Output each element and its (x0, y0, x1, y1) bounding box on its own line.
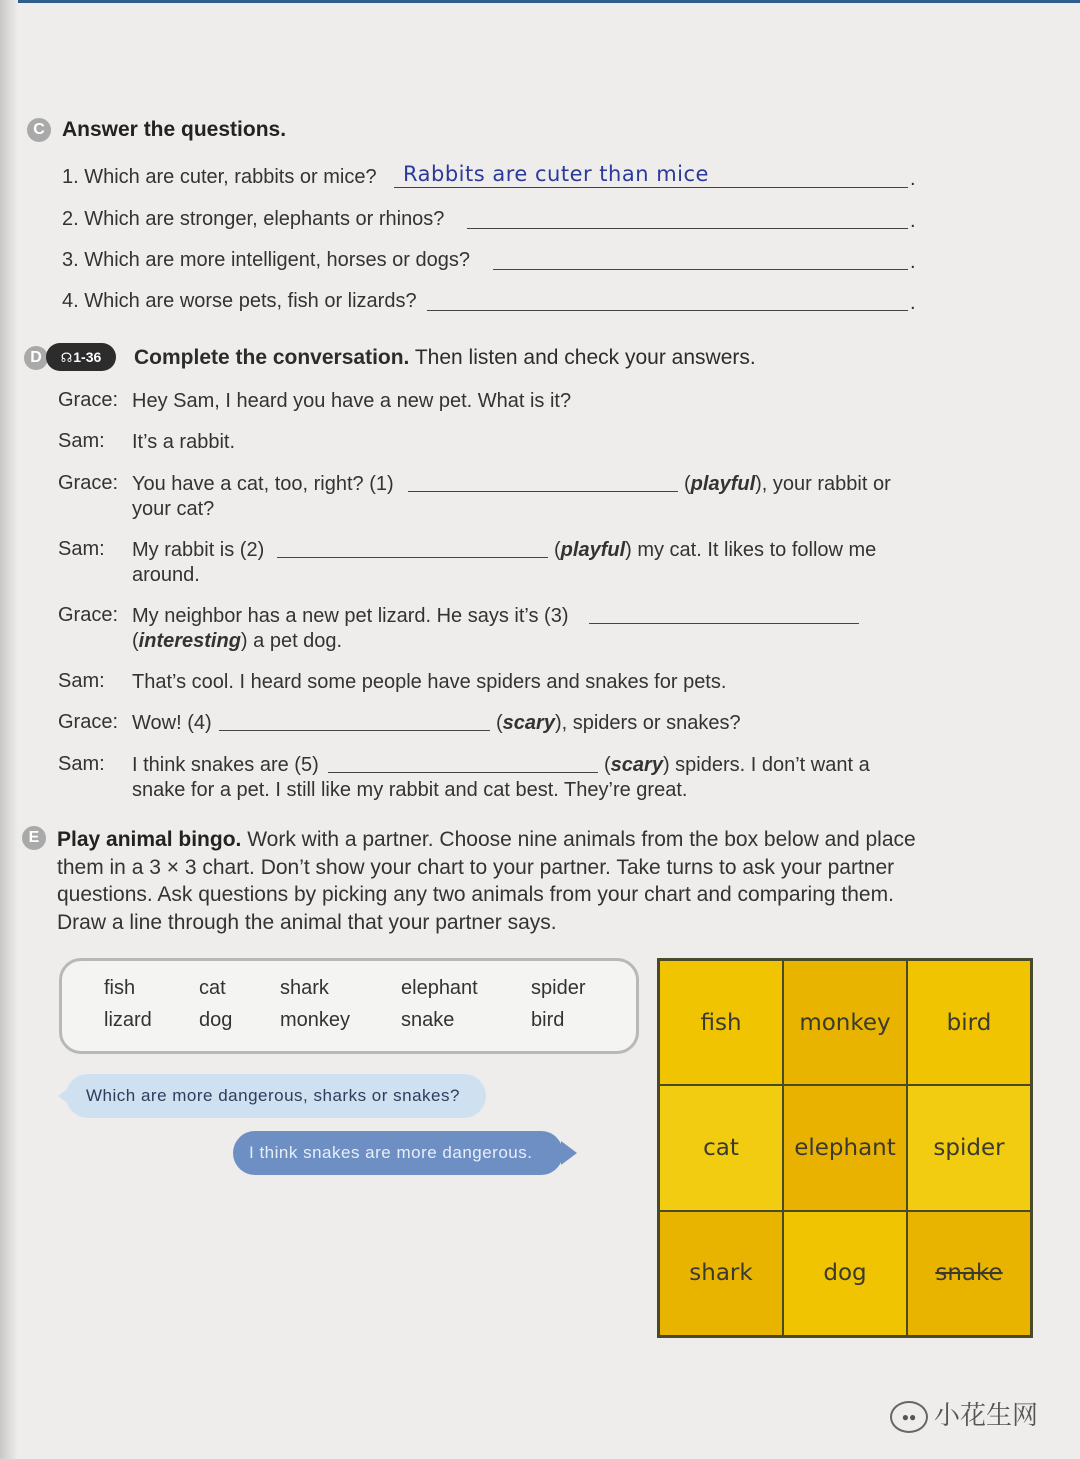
dialogue-line-pre: Wow! (4) (132, 712, 212, 734)
blank-2-line[interactable] (277, 557, 548, 558)
answer-4-line[interactable] (427, 310, 908, 311)
speaker-grace: Grace: (58, 604, 119, 626)
answer-2-line[interactable] (467, 228, 908, 229)
bingo-word: bird (946, 1009, 992, 1036)
blank-5-line[interactable] (328, 772, 598, 773)
section-c-title: Answer the questions. (62, 118, 287, 141)
section-e-text: Work with a partner. Choose nine animals from the box below and place them in a 3 × 3 chart. Don’t show your chart to your partner. Take turns to ask your partner questions. Ask questions by picking any two animals from your chart and comparing them. Draw a line through the animal that your partner says. (57, 828, 916, 934)
blank-4-line[interactable] (219, 730, 490, 731)
dialogue-line-post: ), spiders or snakes? (554, 712, 741, 734)
dialogue-line-cont: your cat? (132, 498, 215, 520)
speaker-sam: Sam: (58, 430, 105, 452)
bingo-cell[interactable] (783, 960, 907, 1085)
dialogue-line-post: ) my cat. It likes to follow me (625, 539, 877, 561)
speaker-sam: Sam: (58, 670, 105, 692)
dialogue-line-hint: (playful) my cat. It likes to follow me (554, 539, 877, 561)
answer-1-handwritten: Rabbits are cuter than mice (403, 162, 709, 186)
watermark (890, 1395, 1038, 1433)
bingo-word: shark (689, 1260, 753, 1287)
section-e-instructions (57, 826, 927, 936)
speaker-sam: Sam: (58, 753, 105, 775)
question-1: 1. Which are cuter, rabbits or mice? (62, 166, 377, 188)
dialogue-line-hint: (playful), your rabbit or (684, 473, 891, 495)
dialogue-line-pre: I think snakes are (5) (132, 754, 319, 776)
hint-word: playful (560, 539, 626, 561)
dialogue-line-pre: My rabbit is (2) (132, 539, 265, 561)
answer-3-line[interactable] (493, 269, 908, 270)
dialogue-line-cont: snake for a pet. I still like my rabbit and cat best. They’re great. (132, 779, 688, 801)
word: elephant (401, 977, 478, 999)
period: . (910, 168, 916, 190)
blank-1-line[interactable] (408, 491, 678, 492)
dialogue-line-post: ), your rabbit or (755, 473, 891, 495)
speech-bubble-tail (561, 1141, 577, 1165)
question-3: 3. Which are more intelligent, horses or dogs? (62, 249, 470, 271)
dialogue-line-pre: My neighbor has a new pet lizard. He says it’s (3) (132, 605, 569, 627)
answer-1-line[interactable] (394, 187, 908, 188)
section-d-subtitle: Then listen and check your answers. (414, 346, 756, 369)
dialogue-line-pre: You have a cat, too, right? (1) (132, 473, 394, 495)
section-d-badge: D (24, 346, 48, 370)
audio-track-badge[interactable] (46, 343, 116, 371)
bingo-cell[interactable] (659, 1085, 783, 1210)
section-d-title: Complete the conversation. (134, 346, 410, 369)
bingo-cell[interactable] (907, 960, 1031, 1085)
bingo-word: dog (823, 1260, 867, 1287)
speaker-grace: Grace: (58, 389, 119, 411)
bingo-word: monkey (799, 1009, 891, 1036)
bingo-word: cat (703, 1134, 739, 1161)
bingo-cell[interactable] (659, 960, 783, 1085)
audio-track-number: 1-36 (73, 349, 102, 365)
section-d-heading (134, 346, 756, 370)
hint-word: playful (690, 473, 756, 495)
hint-word: interesting (138, 630, 241, 652)
speaker-sam: Sam: (58, 538, 105, 560)
blank-3-line[interactable] (589, 623, 859, 624)
dialogue-line-post: ) spiders. I don’t want a (662, 754, 870, 776)
section-e-badge: E (22, 826, 46, 850)
speaker-grace: Grace: (58, 711, 119, 733)
word: shark (280, 977, 329, 999)
dialogue-line-hint: (interesting) a pet dog. (132, 630, 343, 652)
word: spider (531, 977, 586, 999)
speaker-grace: Grace: (58, 472, 119, 494)
question-4: 4. Which are worse pets, fish or lizards? (62, 290, 417, 312)
bingo-cell[interactable] (783, 1085, 907, 1210)
dialogue-line-hint: (scary), spiders or snakes? (496, 712, 741, 734)
wechat-icon: ●● (890, 1401, 928, 1433)
bingo-word: elephant (794, 1134, 896, 1161)
watermark-text: 小花生网 (934, 1400, 1039, 1430)
top-edge (0, 0, 1080, 3)
dialogue-line-cont: around. (132, 564, 200, 586)
animal-word-box (59, 958, 639, 1054)
bingo-word: spider (933, 1134, 1005, 1161)
bingo-word: snake (935, 1260, 1003, 1287)
bingo-cell[interactable] (783, 1211, 907, 1336)
bingo-cell[interactable] (659, 1211, 783, 1336)
dialogue-line: That’s cool. I heard some people have spiders and snakes for pets. (132, 671, 727, 693)
word: snake (401, 1009, 455, 1031)
hint-word: scary (610, 754, 663, 776)
word: monkey (280, 1009, 351, 1031)
hint-word: scary (502, 712, 555, 734)
book-spine-shadow (0, 0, 18, 1459)
dialogue-line-hint: (scary) spiders. I don’t want a (604, 754, 870, 776)
word: cat (199, 977, 226, 999)
word: bird (531, 1009, 565, 1031)
dialogue-line-post: ) a pet dog. (240, 630, 343, 652)
dialogue-line: Hey Sam, I heard you have a new pet. What is it? (132, 390, 572, 412)
bingo-word: fish (700, 1009, 742, 1036)
period: . (910, 292, 916, 314)
word: fish (104, 977, 136, 999)
bingo-cell[interactable] (907, 1211, 1031, 1336)
headphones-icon: ☊ (60, 350, 73, 365)
bingo-grid (657, 958, 1033, 1338)
word: lizard (104, 1009, 152, 1031)
period: . (910, 251, 916, 273)
dialogue-line: It’s a rabbit. (132, 431, 236, 453)
period: . (910, 210, 916, 232)
bingo-cell[interactable] (907, 1085, 1031, 1210)
speech-bubble-answer: I think snakes are more dangerous. (233, 1131, 563, 1175)
speech-bubble-question: Which are more dangerous, sharks or snakes? (66, 1074, 486, 1118)
section-c-badge: C (27, 118, 51, 142)
section-e-title: Play animal bingo. (57, 828, 242, 851)
word: dog (199, 1009, 233, 1031)
question-2: 2. Which are stronger, elephants or rhinos? (62, 208, 445, 230)
